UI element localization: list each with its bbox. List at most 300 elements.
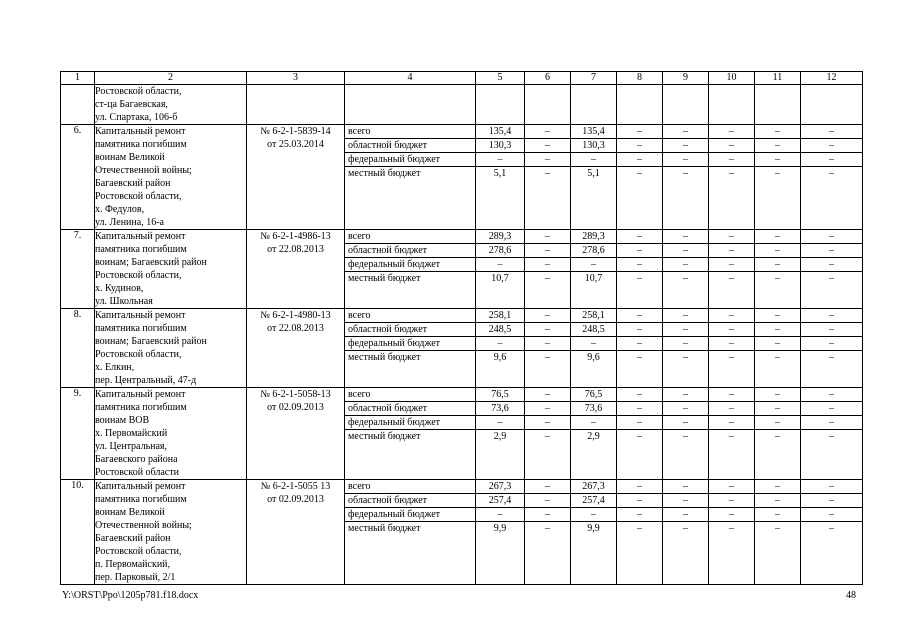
value-cell xyxy=(525,309,571,388)
value-line: – xyxy=(545,481,550,492)
value-cell xyxy=(801,388,863,480)
empty-cell xyxy=(709,85,755,125)
value-line: – xyxy=(545,231,550,242)
value-line: – xyxy=(571,336,616,350)
value-line: – xyxy=(755,243,800,257)
object-name-cell xyxy=(95,125,247,230)
value-line: – xyxy=(617,493,662,507)
object-name-line: Капитальный ремонт xyxy=(95,310,186,321)
column-header: 3 xyxy=(247,72,345,85)
value-line: – xyxy=(801,271,862,285)
value-line: – xyxy=(683,310,688,321)
budget-source-label: местный бюджет xyxy=(345,429,475,443)
empty-cell xyxy=(617,85,663,125)
object-name-line: ул. Спартака, 106-б xyxy=(95,112,178,123)
value-line: – xyxy=(663,166,708,180)
value-line: – xyxy=(663,271,708,285)
value-line: 248,5 xyxy=(476,322,524,336)
value-line: – xyxy=(617,257,662,271)
document-number-cell xyxy=(247,309,345,388)
value-line: – xyxy=(525,493,570,507)
object-name-line: пер. Центральный, 47-д xyxy=(95,375,197,386)
value-line: 135,4 xyxy=(582,126,605,137)
budget-source-label: областной бюджет xyxy=(345,138,475,152)
value-line: 248,5 xyxy=(571,322,616,336)
document-number-cell xyxy=(247,230,345,309)
value-line: – xyxy=(525,401,570,415)
document-number-cell xyxy=(247,125,345,230)
object-name-line: х. Елкин, xyxy=(95,362,135,373)
budget-source-label: всего xyxy=(348,231,371,242)
value-line: 5,1 xyxy=(476,166,524,180)
object-name-line: Капитальный ремонт xyxy=(95,231,186,242)
column-header: 11 xyxy=(755,72,801,85)
value-cell xyxy=(571,125,617,230)
budget-source-cell xyxy=(345,309,476,388)
value-line: 73,6 xyxy=(571,401,616,415)
value-line: – xyxy=(663,257,708,271)
value-cell xyxy=(801,230,863,309)
budget-source-label: местный бюджет xyxy=(345,166,475,180)
column-header: 8 xyxy=(617,72,663,85)
value-line: – xyxy=(709,166,754,180)
table-row xyxy=(61,125,863,230)
value-cell xyxy=(755,125,801,230)
document-line: от 25.03.2014 xyxy=(267,139,324,150)
value-line: – xyxy=(525,138,570,152)
value-line: – xyxy=(476,507,524,521)
value-cell xyxy=(709,125,755,230)
budget-source-label: федеральный бюджет xyxy=(345,336,475,350)
value-cell xyxy=(709,309,755,388)
value-line: – xyxy=(571,257,616,271)
object-name-cell xyxy=(95,309,247,388)
object-name-line: ст-ца Багаевская, xyxy=(95,99,168,110)
value-line: – xyxy=(663,322,708,336)
value-line: – xyxy=(617,336,662,350)
document-line: № 6-2-1-5055 13 xyxy=(260,481,331,492)
value-line: – xyxy=(683,126,688,137)
value-line: – xyxy=(829,389,834,400)
value-line: – xyxy=(755,521,800,535)
value-line: – xyxy=(476,257,524,271)
object-name-line: воинам Великой xyxy=(95,152,165,163)
value-line: – xyxy=(637,310,642,321)
column-header: 12 xyxy=(801,72,863,85)
value-line: – xyxy=(709,336,754,350)
value-line: 257,4 xyxy=(571,493,616,507)
object-name-line: Багаевский район xyxy=(95,533,171,544)
value-line: – xyxy=(801,415,862,429)
document-number-cell xyxy=(247,388,345,480)
object-name-line: воинам; Багаевский район xyxy=(95,336,207,347)
value-line: 9,9 xyxy=(476,521,524,535)
value-line: – xyxy=(755,429,800,443)
object-name-line: Капитальный ремонт xyxy=(95,389,186,400)
value-line: – xyxy=(663,521,708,535)
value-line: 10,7 xyxy=(476,271,524,285)
value-line: – xyxy=(709,521,754,535)
value-line: – xyxy=(663,138,708,152)
value-line: – xyxy=(801,138,862,152)
value-line: 289,3 xyxy=(582,231,605,242)
value-cell xyxy=(663,230,709,309)
object-name-line: памятника погибшим xyxy=(95,402,187,413)
document-line: № 6-2-1-5058-13 xyxy=(260,389,331,400)
value-line: – xyxy=(775,310,780,321)
budget-source-label: областной бюджет xyxy=(345,322,475,336)
object-name-line: памятника погибшим xyxy=(95,244,187,255)
object-name-line: воинам Великой xyxy=(95,507,165,518)
value-line: – xyxy=(663,507,708,521)
value-line: 2,9 xyxy=(476,429,524,443)
value-cell xyxy=(709,230,755,309)
object-name-line: ул. Ленина, 16-а xyxy=(95,217,164,228)
value-cell xyxy=(617,309,663,388)
column-header: 4 xyxy=(345,72,476,85)
document-line: № 6-2-1-4986-13 xyxy=(260,231,331,242)
column-header: 6 xyxy=(525,72,571,85)
value-line: – xyxy=(709,507,754,521)
table-row xyxy=(61,388,863,480)
document-line: № 6-2-1-5839-14 xyxy=(260,126,331,137)
object-name-cell xyxy=(95,85,247,125)
object-name-line: Ростовской области, xyxy=(95,86,182,97)
value-line: – xyxy=(525,166,570,180)
value-cell xyxy=(525,388,571,480)
value-line: – xyxy=(683,231,688,242)
value-line: 9,6 xyxy=(571,350,616,364)
value-line: – xyxy=(545,389,550,400)
value-line: – xyxy=(775,389,780,400)
row-number-cell: 7. xyxy=(61,230,95,309)
value-line: – xyxy=(663,350,708,364)
value-cell xyxy=(801,480,863,585)
value-line: 258,1 xyxy=(488,310,512,321)
value-cell xyxy=(571,309,617,388)
value-line: – xyxy=(617,166,662,180)
object-name-line: Ростовской области, xyxy=(95,191,182,202)
value-line: – xyxy=(709,138,754,152)
value-line: – xyxy=(683,481,688,492)
empty-cell xyxy=(755,85,801,125)
value-line: – xyxy=(663,401,708,415)
value-line: – xyxy=(663,243,708,257)
budget-source-label: областной бюджет xyxy=(345,401,475,415)
value-line: 76,5 xyxy=(491,389,509,400)
value-line: – xyxy=(525,271,570,285)
value-line: – xyxy=(637,481,642,492)
value-cell xyxy=(525,125,571,230)
value-line: – xyxy=(525,507,570,521)
table-header-row xyxy=(61,72,863,85)
value-line: – xyxy=(663,429,708,443)
value-line: – xyxy=(729,389,734,400)
row-number-cell xyxy=(61,85,95,125)
document-line: от 22.08.2013 xyxy=(267,244,324,255)
object-name-line: памятника погибшим xyxy=(95,323,187,334)
value-line: – xyxy=(755,336,800,350)
value-line: – xyxy=(829,231,834,242)
value-line: 257,4 xyxy=(476,493,524,507)
value-line: – xyxy=(755,166,800,180)
budget-source-label: областной бюджет xyxy=(345,493,475,507)
value-cell xyxy=(801,125,863,230)
value-cell xyxy=(571,230,617,309)
budget-source-label: всего xyxy=(348,481,371,492)
value-cell xyxy=(617,230,663,309)
value-line: – xyxy=(729,310,734,321)
value-line: – xyxy=(729,231,734,242)
object-name-line: Ростовской области xyxy=(95,467,179,478)
value-line: – xyxy=(617,243,662,257)
value-line: – xyxy=(709,271,754,285)
value-line: 289,3 xyxy=(488,231,512,242)
value-line: 278,6 xyxy=(476,243,524,257)
value-line: – xyxy=(801,350,862,364)
object-name-line: Капитальный ремонт xyxy=(95,126,186,137)
value-line: 2,9 xyxy=(571,429,616,443)
value-line: – xyxy=(617,507,662,521)
value-line: – xyxy=(709,257,754,271)
column-header: 7 xyxy=(571,72,617,85)
value-line: – xyxy=(545,126,550,137)
value-line: – xyxy=(729,481,734,492)
value-cell xyxy=(755,230,801,309)
value-line: – xyxy=(709,493,754,507)
value-line: – xyxy=(775,126,780,137)
table-row xyxy=(61,230,863,309)
value-cell xyxy=(617,388,663,480)
value-line: – xyxy=(801,401,862,415)
budget-source-label: всего xyxy=(348,310,371,321)
value-line: – xyxy=(637,126,642,137)
value-cell xyxy=(663,480,709,585)
value-line: – xyxy=(709,243,754,257)
column-header: 9 xyxy=(663,72,709,85)
value-line: – xyxy=(801,166,862,180)
value-line: – xyxy=(663,493,708,507)
object-name-line: воинам ВОВ xyxy=(95,415,150,426)
value-line: – xyxy=(663,415,708,429)
value-line: – xyxy=(476,152,524,166)
value-line: – xyxy=(829,310,834,321)
object-name-line: Отечественной войны; xyxy=(95,165,192,176)
value-cell xyxy=(476,388,525,480)
value-line: – xyxy=(617,350,662,364)
value-line: – xyxy=(617,429,662,443)
row-number-cell: 9. xyxy=(61,388,95,480)
value-cell xyxy=(663,388,709,480)
value-line: – xyxy=(755,271,800,285)
budget-source-label: федеральный бюджет xyxy=(345,507,475,521)
empty-cell xyxy=(663,85,709,125)
object-name-line: п. Первомайский, xyxy=(95,559,171,570)
object-name-line: х. Первомайский xyxy=(95,428,168,439)
budget-source-cell xyxy=(345,480,476,585)
value-line: – xyxy=(755,507,800,521)
row-number-cell: 6. xyxy=(61,125,95,230)
column-header: 2 xyxy=(95,72,247,85)
budget-table xyxy=(60,71,863,585)
object-name-cell xyxy=(95,388,247,480)
value-cell xyxy=(709,388,755,480)
footer-file-path: Y:\ORST\Ppo\1205p781.f18.docx xyxy=(62,590,199,601)
value-line: – xyxy=(755,152,800,166)
value-line: 258,1 xyxy=(582,310,605,321)
value-line: – xyxy=(476,415,524,429)
document-line: от 02.09.2013 xyxy=(267,402,324,413)
value-line: – xyxy=(571,152,616,166)
value-line: 9,6 xyxy=(476,350,524,364)
value-line: – xyxy=(801,243,862,257)
budget-source-label: всего xyxy=(348,389,371,400)
value-line: – xyxy=(525,429,570,443)
value-line: – xyxy=(801,257,862,271)
value-line: – xyxy=(801,429,862,443)
value-line: 278,6 xyxy=(571,243,616,257)
value-line: – xyxy=(525,350,570,364)
object-name-cell xyxy=(95,230,247,309)
budget-source-label: местный бюджет xyxy=(345,271,475,285)
object-name-line: памятника погибшим xyxy=(95,139,187,150)
value-cell xyxy=(476,309,525,388)
value-line: – xyxy=(709,401,754,415)
row-number-cell: 10. xyxy=(61,480,95,585)
object-name-line: воинам; Багаевский район xyxy=(95,257,207,268)
value-line: – xyxy=(709,350,754,364)
value-cell xyxy=(709,480,755,585)
value-cell xyxy=(801,309,863,388)
empty-cell xyxy=(571,85,617,125)
value-line: – xyxy=(709,322,754,336)
value-line: 267,3 xyxy=(582,481,605,492)
value-cell xyxy=(525,480,571,585)
value-cell xyxy=(476,125,525,230)
column-header: 5 xyxy=(476,72,525,85)
value-line: – xyxy=(525,152,570,166)
value-line: – xyxy=(525,322,570,336)
table-row xyxy=(61,309,863,388)
value-line: – xyxy=(637,389,642,400)
object-name-line: Ростовской области, xyxy=(95,546,182,557)
value-line: – xyxy=(525,243,570,257)
value-cell xyxy=(755,480,801,585)
value-line: – xyxy=(755,493,800,507)
value-line: – xyxy=(829,481,834,492)
budget-source-label: местный бюджет xyxy=(345,521,475,535)
budget-source-label: всего xyxy=(348,126,371,137)
document-line: от 02.09.2013 xyxy=(267,494,324,505)
value-line: – xyxy=(617,415,662,429)
budget-source-label: федеральный бюджет xyxy=(345,152,475,166)
empty-cell xyxy=(801,85,863,125)
value-line: – xyxy=(571,507,616,521)
value-line: – xyxy=(617,401,662,415)
object-name-line: х. Кудинов, xyxy=(95,283,144,294)
value-line: – xyxy=(663,152,708,166)
value-line: – xyxy=(709,152,754,166)
value-cell xyxy=(476,230,525,309)
object-name-line: памятника погибшим xyxy=(95,494,187,505)
value-line: 73,6 xyxy=(476,401,524,415)
object-name-cell xyxy=(95,480,247,585)
column-header: 10 xyxy=(709,72,755,85)
object-name-line: ул. Школьная xyxy=(95,296,153,307)
document-number-cell xyxy=(247,480,345,585)
value-line: – xyxy=(829,126,834,137)
value-line: 5,1 xyxy=(571,166,616,180)
value-line: – xyxy=(755,322,800,336)
object-name-line: х. Федулов, xyxy=(95,204,145,215)
empty-cell xyxy=(345,85,476,125)
value-line: 135,4 xyxy=(488,126,512,137)
value-line: – xyxy=(755,257,800,271)
value-line: – xyxy=(545,310,550,321)
value-line: 130,3 xyxy=(571,138,616,152)
value-line: – xyxy=(617,152,662,166)
empty-cell xyxy=(247,85,345,125)
object-name-line: пер. Парковый, 2/1 xyxy=(95,572,176,583)
row-number-cell: 8. xyxy=(61,309,95,388)
value-cell xyxy=(617,480,663,585)
value-line: – xyxy=(709,429,754,443)
value-line: – xyxy=(571,415,616,429)
value-line: – xyxy=(801,521,862,535)
empty-cell xyxy=(525,85,571,125)
value-line: – xyxy=(525,415,570,429)
value-line: – xyxy=(617,271,662,285)
value-cell xyxy=(476,480,525,585)
value-line: – xyxy=(801,493,862,507)
value-line: – xyxy=(617,521,662,535)
value-cell xyxy=(571,388,617,480)
value-cell xyxy=(755,388,801,480)
document-line: от 22.08.2013 xyxy=(267,323,324,334)
page-number: 48 xyxy=(846,590,856,601)
value-line: – xyxy=(775,231,780,242)
value-line: – xyxy=(801,152,862,166)
value-line: – xyxy=(755,415,800,429)
budget-source-label: федеральный бюджет xyxy=(345,415,475,429)
value-line: – xyxy=(709,415,754,429)
value-line: – xyxy=(775,481,780,492)
value-line: – xyxy=(637,231,642,242)
value-cell xyxy=(663,309,709,388)
value-line: – xyxy=(801,322,862,336)
value-line: 76,5 xyxy=(584,389,603,400)
value-cell xyxy=(525,230,571,309)
document-line: № 6-2-1-4980-13 xyxy=(260,310,331,321)
value-line: – xyxy=(729,126,734,137)
value-cell xyxy=(663,125,709,230)
object-name-line: ул. Центральная, xyxy=(95,441,168,452)
object-name-line: Капитальный ремонт xyxy=(95,481,186,492)
value-cell xyxy=(617,125,663,230)
value-line: 267,3 xyxy=(488,481,512,492)
budget-source-cell xyxy=(345,125,476,230)
value-line: – xyxy=(755,401,800,415)
budget-source-label: местный бюджет xyxy=(345,350,475,364)
object-name-line: Отечественной войны; xyxy=(95,520,192,531)
value-cell xyxy=(571,480,617,585)
value-line: – xyxy=(617,138,662,152)
value-line: 10,7 xyxy=(571,271,616,285)
value-line: – xyxy=(683,389,688,400)
value-line: 9,9 xyxy=(571,521,616,535)
budget-source-label: федеральный бюджет xyxy=(345,257,475,271)
value-line: – xyxy=(801,336,862,350)
